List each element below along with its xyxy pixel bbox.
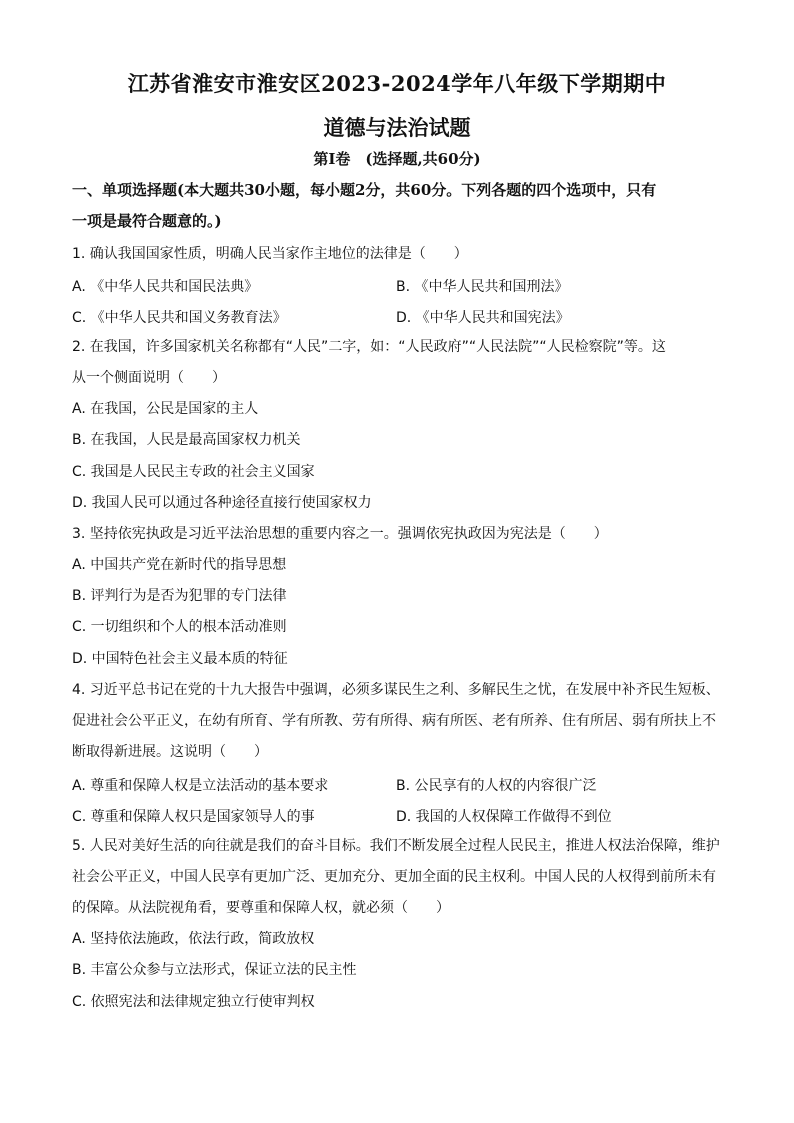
option-a: A. 尊重和保障人权是立法活动的基本要求 (72, 778, 329, 794)
question-stem: 3. 坚持依宪执政是习近平法治思想的重要内容之一。强调依宪执政因为宪法是（ ） (72, 526, 608, 542)
option-c: C. 尊重和保障人权只是国家领导人的事 (72, 809, 315, 825)
exam-title-line1: 江苏省淮安市淮安区2023-2024学年八年级下学期期中 (127, 71, 667, 96)
option-d: D. 中国特色社会主义最本质的特征 (72, 651, 288, 667)
option-c: C. 我国是人民民主专政的社会主义国家 (72, 464, 315, 480)
question-stem: 2. 在我国，许多国家机关名称都有“人民”二字，如：“人民政府”“人民法院”“人民检察院”等。这 (72, 339, 666, 355)
option-d: D. 《中华人民共和国宪法》 (396, 310, 570, 326)
question-stem-cont: 从一个侧面说明（ ） (72, 370, 226, 386)
option-b: B. 丰富公众参与立法形式，保证立法的民主性 (72, 962, 357, 978)
option-b: B. 评判行为是否为犯罪的专门法律 (72, 588, 287, 604)
option-d: D. 我国人民可以通过各种途径直接行使国家权力 (72, 495, 372, 511)
option-a: A. 中国共产党在新时代的指导思想 (72, 557, 287, 573)
section-title: 第Ⅰ卷 (选择题,共60分) (313, 150, 481, 168)
question-stem-cont: 社会公平正义，中国人民享有更加广泛、更加充分、更加全面的民主权利。中国人民的人权得到前所未有 (72, 869, 716, 885)
question-stem-cont: 的保障。从法院视角看，要尊重和保障人权，就必须（ ） (72, 900, 450, 916)
option-d: D. 我国的人权保障工作做得不到位 (396, 809, 612, 825)
question-stem: 5. 人民对美好生活的向往就是我们的奋斗目标。我们不断发展全过程人民民主，推进人权法治保障，维护 (72, 838, 720, 854)
option-c: C. 依照宪法和法律规定独立行使审判权 (72, 994, 315, 1010)
option-a: A. 在我国，公民是国家的主人 (72, 401, 259, 417)
option-a: A. 坚持依法施政，依法行政，简政放权 (72, 931, 315, 947)
option-c: C. 《中华人民共和国义务教育法》 (72, 310, 287, 326)
option-b: B. 在我国，人民是最高国家权力机关 (72, 432, 301, 448)
question-stem: 1. 确认我国国家性质，明确人民当家作主地位的法律是（ ） (72, 246, 468, 262)
instructions-line1: 一、单项选择题(本大题共30小题，每小题2分，共60分。下列各题的四个选项中，只有 (72, 181, 657, 199)
question-stem-cont: 断取得新进展。这说明（ ） (72, 744, 268, 760)
option-b: B. 公民享有的人权的内容很广泛 (396, 778, 597, 794)
exam-title-line2: 道德与法治试题 (323, 115, 471, 140)
question-stem: 4. 习近平总书记在党的十九大报告中强调，必须多谋民生之利、多解民生之忧，在发展中补齐民生短板、 (72, 682, 720, 698)
option-b: B. 《中华人民共和国刑法》 (396, 279, 569, 295)
option-a: A. 《中华人民共和国民法典》 (72, 279, 259, 295)
instructions-line2: 一项是最符合题意的。) (72, 212, 222, 230)
question-stem-cont: 促进社会公平正义，在幼有所育、学有所教、劳有所得、病有所医、老有所养、住有所居、弱有所扶上不 (72, 713, 716, 729)
option-c: C. 一切组织和个人的根本活动准则 (72, 619, 287, 635)
